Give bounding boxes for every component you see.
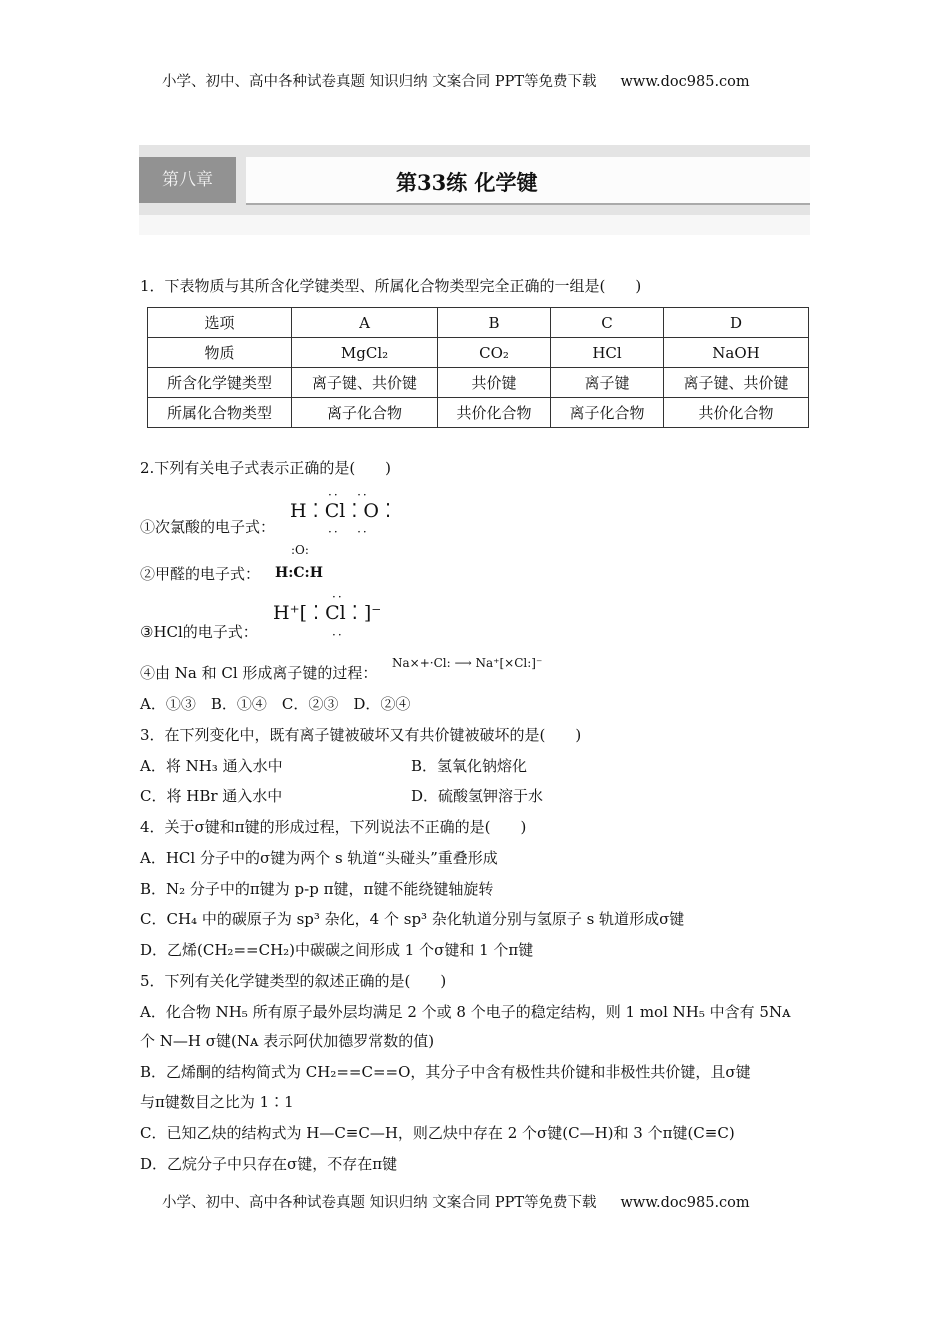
q5-a: A．化合物 NH₅ 所有原子最外层均满足 2 个或 8 个电子的稳定结构，则 1 mol NH₅ 中含有 5Nᴀ [140,1003,791,1021]
table-cell: 共价化合物 [664,398,809,428]
header-url: www.doc985.com [620,74,750,90]
q1-table [147,307,809,428]
footer-text: 小学、初中、高中各种试卷真题 知识归纳 文案合同 PPT等免费下载 [162,1195,597,1211]
page-header [162,70,750,91]
table-cell: B [438,308,551,338]
q4-b: B．N₂ 分子中的π键为 p-p π键，π键不能绕键轴旋转 [140,880,494,898]
table-cell: 离子键 [551,368,664,398]
table-row [148,338,809,368]
banner-shade [139,215,810,235]
table-cell: 离子化合物 [551,398,664,428]
q4-c: C．CH₄ 中的碳原子为 sp³ 杂化，4 个 sp³ 杂化轨道分别与氢原子 s 轨道形成σ键 [140,910,685,928]
q5-a-cont: 个 N—H σ键(Nᴀ 表示阿伏加德罗常数的值) [140,1032,435,1050]
q3-stem: 3．在下列变化中，既有离子键被破坏又有共价键被破坏的是( ) [140,726,582,744]
q5-b-cont: 与π键数目之比为 1∶1 [140,1093,294,1111]
hclo-formula: H ⁚ Cl ⁚ O ⁚ [290,500,392,522]
table-cell: 物质 [148,338,292,368]
q2-stem: 2.下列有关电子式表示正确的是( ) [140,459,392,477]
q5-b: B．乙烯酮的结构简式为 CH₂==C==O，其分子中含有极性共价键和非极性共价键，且σ键 [140,1063,751,1081]
dots: ·· ·· [328,488,369,502]
table-cell: A [292,308,438,338]
table-cell: C [551,308,664,338]
table-cell: 所属化合物类型 [148,398,292,428]
q4-stem: 4．关于σ键和π键的形成过程，下列说法不正确的是( ) [140,818,527,836]
table-cell: CO₂ [438,338,551,368]
table-row [148,398,809,428]
page-footer [162,1191,750,1212]
q2-item-2: ②甲醛的电子式： [140,565,261,583]
q3-d: D．硫酸氢钾溶于水 [411,787,544,805]
table-cell: D [664,308,809,338]
table-cell: 离子化合物 [292,398,438,428]
dots: ·· ·· [328,525,369,539]
q4-d: D．乙烯(CH₂==CH₂)中碳碳之间形成 1 个σ键和 1 个π键 [140,941,534,959]
q1-stem: 1．下表物质与其所含化学键类型、所属化合物类型完全正确的一组是( ) [140,277,642,295]
table-cell: 离子键、共价键 [664,368,809,398]
hcl-formula: H⁺[ ⁚ Cl ⁚ ]⁻ [273,602,382,624]
footer-url: www.doc985.com [620,1195,750,1211]
formaldehyde-formula: H:C:H [275,565,323,581]
table-cell: 共价化合物 [438,398,551,428]
q5-c: C．已知乙炔的结构式为 H—C≡C—H，则乙炔中存在 2 个σ键(C—H)和 3 个π键(C≡C) [140,1124,735,1142]
q2-item-4: ④由 Na 和 Cl 形成离子键的过程： [140,664,378,682]
table-row [148,308,809,338]
table-cell: 选项 [148,308,292,338]
q4-a: A．HCl 分子中的σ键为两个 s 轨道“头碰头”重叠形成 [140,849,498,867]
q2-item-3: ③HCl的电子式： [140,623,258,641]
nacl-formation: Na×+·Cl: ⟶ Na⁺[×Cl:]⁻ [392,656,543,670]
page-title: 第33练 化学键 [396,170,538,195]
q3-a: A．将 NH₃ 通入水中 [140,757,283,775]
q2-item-1: ①次氯酸的电子式： [140,518,276,536]
header-text: 小学、初中、高中各种试卷真题 知识归纳 文案合同 PPT等免费下载 [162,74,597,90]
table-row [148,368,809,398]
q2-options: A．①③ B．①④ C．②③ D．②④ [140,695,411,713]
q5-stem: 5．下列有关化学键类型的叙述正确的是( ) [140,972,447,990]
table-cell: 共价键 [438,368,551,398]
table-cell: 所含化学键类型 [148,368,292,398]
q3-b: B．氢氧化钠熔化 [411,757,528,775]
q3-c: C．将 HBr 通入水中 [140,787,283,805]
dots: ·· [332,628,344,642]
q5-d: D．乙烷分子中只存在σ键，不存在π键 [140,1155,398,1173]
table-cell: 离子键、共价键 [292,368,438,398]
title-box [246,157,810,205]
table-cell: NaOH [664,338,809,368]
chapter-label: 第八章 [139,157,236,203]
dots: ·· [332,590,344,604]
table-cell: HCl [551,338,664,368]
formaldehyde-o: :O: [291,543,309,557]
table-cell: MgCl₂ [292,338,438,368]
